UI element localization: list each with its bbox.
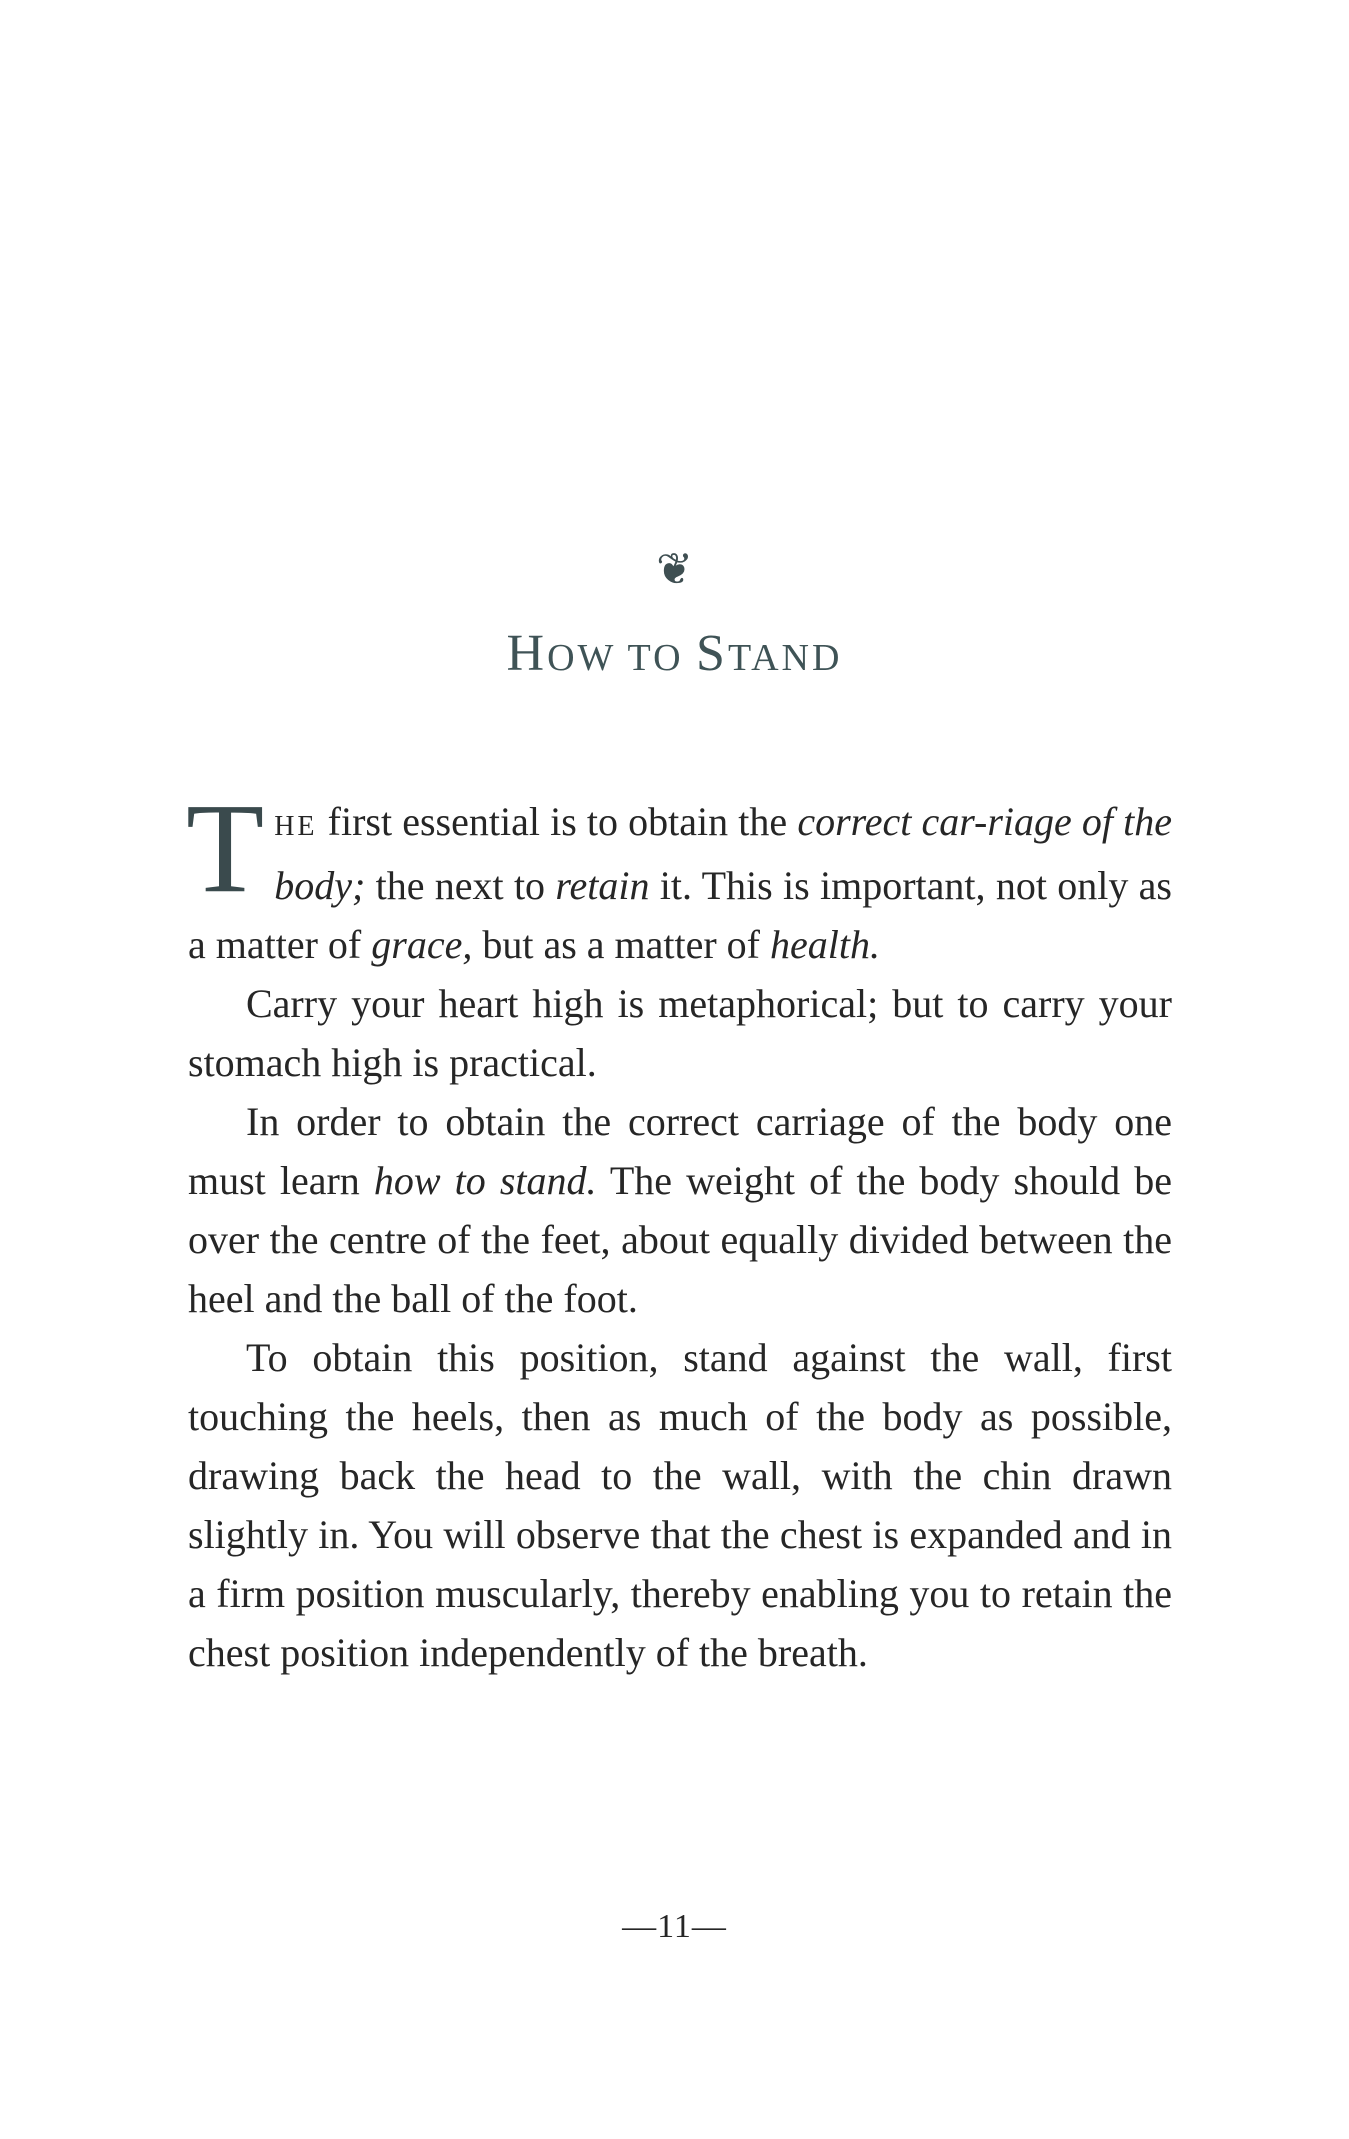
paragraph-3-text-1: In order to obtain the correct carriage of the body one must learn xyxy=(188,1099,1172,1203)
chapter-title-rest-2: TAND xyxy=(727,637,843,679)
body-text xyxy=(186,777,1173,1682)
paragraph-2: Carry your heart high is metaphorical; but to carry your stomach high is practical. xyxy=(188,981,1172,1085)
page-number: —11— xyxy=(622,1908,727,1945)
chapter-title-initial-1: H xyxy=(506,625,548,682)
paragraph-3 xyxy=(188,1092,1172,1328)
paragraph-3-text-2: The weight of the body should be over the centre of the feet, about equally divided between the heel and the ball of the foot. xyxy=(188,1158,1172,1321)
paragraph-1-italic-2: retain xyxy=(555,863,650,908)
chapter-title-rest-1: OW TO xyxy=(547,637,697,679)
paragraph-1-text-3: it. This is important, not only as a matter of xyxy=(188,863,1172,967)
paragraph-1-italic-3: grace, xyxy=(371,922,473,967)
paragraph-1 xyxy=(186,777,1173,974)
paragraph-1-text-4: but as a matter of xyxy=(472,922,771,967)
paragraph-3-italic-1: how to stand. xyxy=(373,1158,597,1203)
opening-smallcaps: HE xyxy=(274,811,318,842)
chapter-title-initial-2: S xyxy=(696,625,728,682)
paragraph-4: To obtain this position, stand against the wall, first touching the heels, then as much of the body as possible, drawing back the head to the wall, with the chin drawn slightly in. You will observe that the chest is expanded and in a firm position muscularly, thereby enabling you to retain the chest position independently of the breath. xyxy=(188,1335,1172,1675)
paragraph-1-text-1: first essential is to obtain the xyxy=(317,799,798,844)
chapter-title xyxy=(0,625,1349,682)
paragraph-1-italic-4: health. xyxy=(770,922,880,967)
paragraph-1-italic-1: correct car-riage of the body; xyxy=(274,799,1173,908)
paragraph-1-text-2: the next to xyxy=(365,863,556,908)
fleuron-ornament-icon: ❦ xyxy=(656,545,693,594)
drop-cap: T xyxy=(186,777,265,919)
